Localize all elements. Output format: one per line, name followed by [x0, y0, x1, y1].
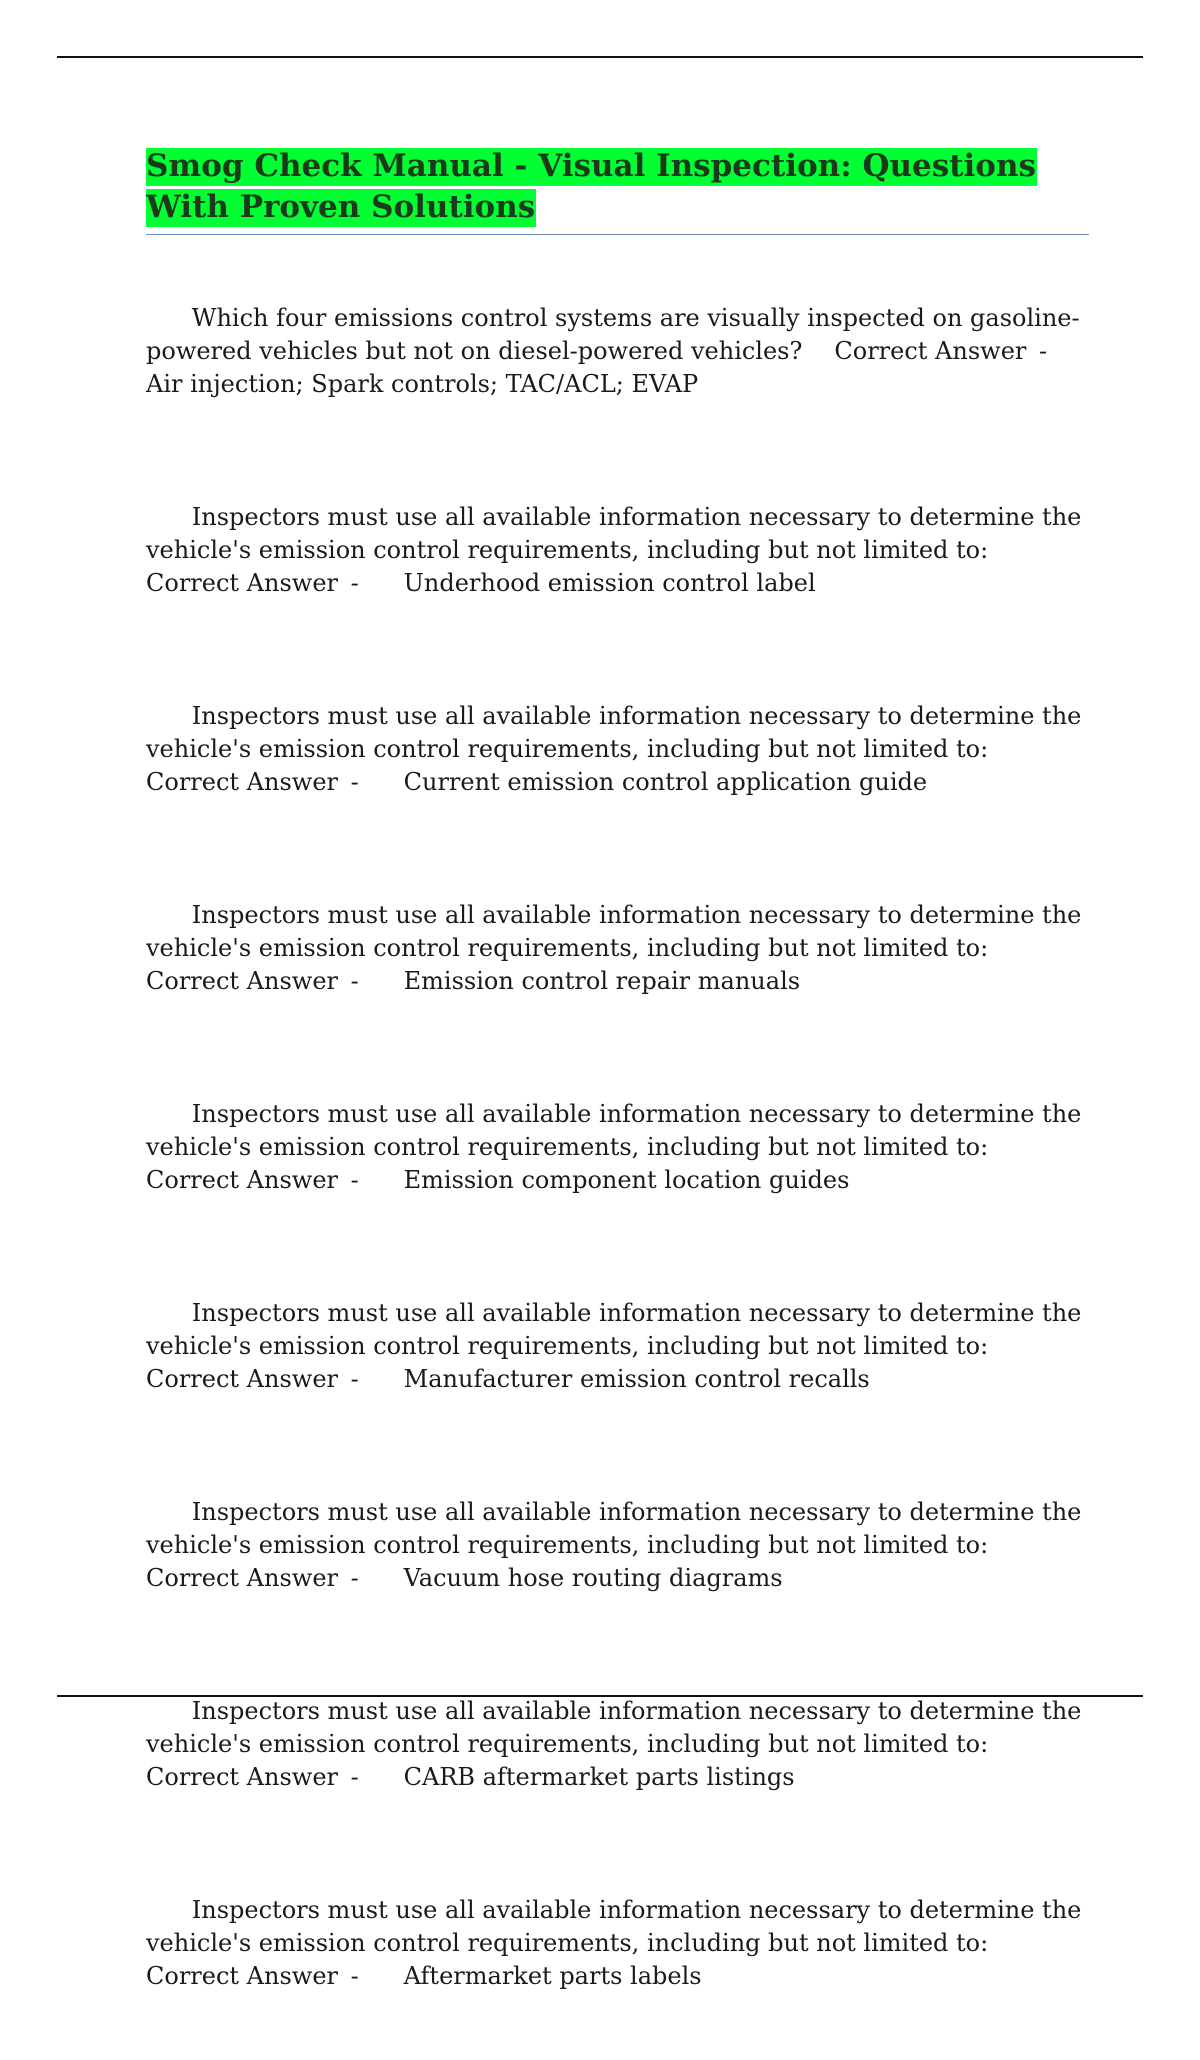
answer-label: Correct Answer	[146, 569, 338, 597]
answer-dash: -	[1038, 337, 1048, 365]
answer-label: Correct Answer	[146, 1962, 338, 1990]
question-line-2: vehicle's emission control requirements, including but not limited to:	[146, 1730, 989, 1758]
title-line-1: Smog Check Manual - Visual Inspection: Questions	[146, 148, 1036, 184]
answer-text: Air injection; Spark controls; TAC/ACL; EVAP	[146, 370, 699, 398]
qa-item	[146, 269, 1091, 434]
answer-text: Current emission control application guide	[403, 768, 928, 796]
question-line-1: Inspectors must use all available information necessary to determine the	[191, 1100, 1082, 1128]
qa-item	[146, 1264, 1091, 1429]
answer-label: Correct Answer	[146, 967, 338, 995]
qa-list	[146, 269, 1091, 2026]
title-underline	[146, 234, 1089, 235]
question-line-2: vehicle's emission control requirements, including but not limited to:	[146, 934, 989, 962]
qa-item	[146, 667, 1091, 832]
answer-dash: -	[350, 1962, 359, 1990]
question-line-1: Inspectors must use all available information necessary to determine the	[191, 1896, 1082, 1924]
question-line-2: vehicle's emission control requirements, including but not limited to:	[146, 536, 989, 564]
question-line-2: vehicle's emission control requirements, including but not limited to:	[146, 1929, 989, 1957]
qa-item	[146, 468, 1091, 633]
answer-label: Correct Answer	[146, 768, 338, 796]
question-line-1: Inspectors must use all available information necessary to determine the	[191, 1299, 1082, 1327]
answer-dash: -	[350, 1166, 359, 1194]
answer-label: Correct Answer	[146, 1763, 338, 1791]
question-line-2: vehicle's emission control requirements, including but not limited to:	[146, 1332, 989, 1360]
answer-label: Correct Answer	[146, 1365, 338, 1393]
question-line-1: Inspectors must use all available information necessary to determine the	[191, 1498, 1082, 1526]
question-line-1: Which four emissions control systems are visually inspected on gasoline-	[191, 304, 1080, 332]
question-line-1: Inspectors must use all available information necessary to determine the	[191, 901, 1082, 929]
qa-item	[146, 1662, 1091, 1827]
answer-dash: -	[350, 967, 359, 995]
answer-label: Correct Answer	[146, 1166, 338, 1194]
qa-item	[146, 1463, 1091, 1628]
answer-dash: -	[350, 569, 359, 597]
document-title	[146, 146, 1091, 228]
answer-text: Aftermarket parts labels	[403, 1962, 702, 1990]
answer-dash: -	[350, 768, 359, 796]
qa-item	[146, 1861, 1091, 2026]
answer-text: Manufacturer emission control recalls	[403, 1365, 870, 1393]
answer-dash: -	[350, 1365, 359, 1393]
title-line-2: With Proven Solutions	[146, 189, 536, 225]
answer-text: CARB aftermarket parts listings	[403, 1763, 795, 1791]
qa-item	[146, 1065, 1091, 1230]
answer-dash: -	[350, 1564, 359, 1592]
question-line-2: vehicle's emission control requirements, including but not limited to:	[146, 1133, 989, 1161]
answer-text: Emission component location guides	[403, 1166, 850, 1194]
answer-text: Underhood emission control label	[403, 569, 816, 597]
question-line-1: Inspectors must use all available information necessary to determine the	[191, 503, 1082, 531]
footer-rule	[57, 1695, 1143, 1697]
answer-label: Correct Answer	[834, 337, 1027, 365]
answer-text: Emission control repair manuals	[403, 967, 801, 995]
document-page	[146, 146, 1091, 2060]
question-line-2: vehicle's emission control requirements, including but not limited to:	[146, 735, 989, 763]
question-line-2: powered vehicles but not on diesel-powered vehicles?	[146, 337, 803, 365]
header-rule	[57, 56, 1143, 58]
answer-dash: -	[350, 1763, 359, 1791]
answer-text: Vacuum hose routing diagrams	[403, 1564, 783, 1592]
answer-label: Correct Answer	[146, 1564, 338, 1592]
question-line-1: Inspectors must use all available information necessary to determine the	[191, 1697, 1082, 1725]
qa-item	[146, 866, 1091, 1031]
question-line-1: Inspectors must use all available information necessary to determine the	[191, 702, 1082, 730]
question-line-2: vehicle's emission control requirements, including but not limited to:	[146, 1531, 989, 1559]
